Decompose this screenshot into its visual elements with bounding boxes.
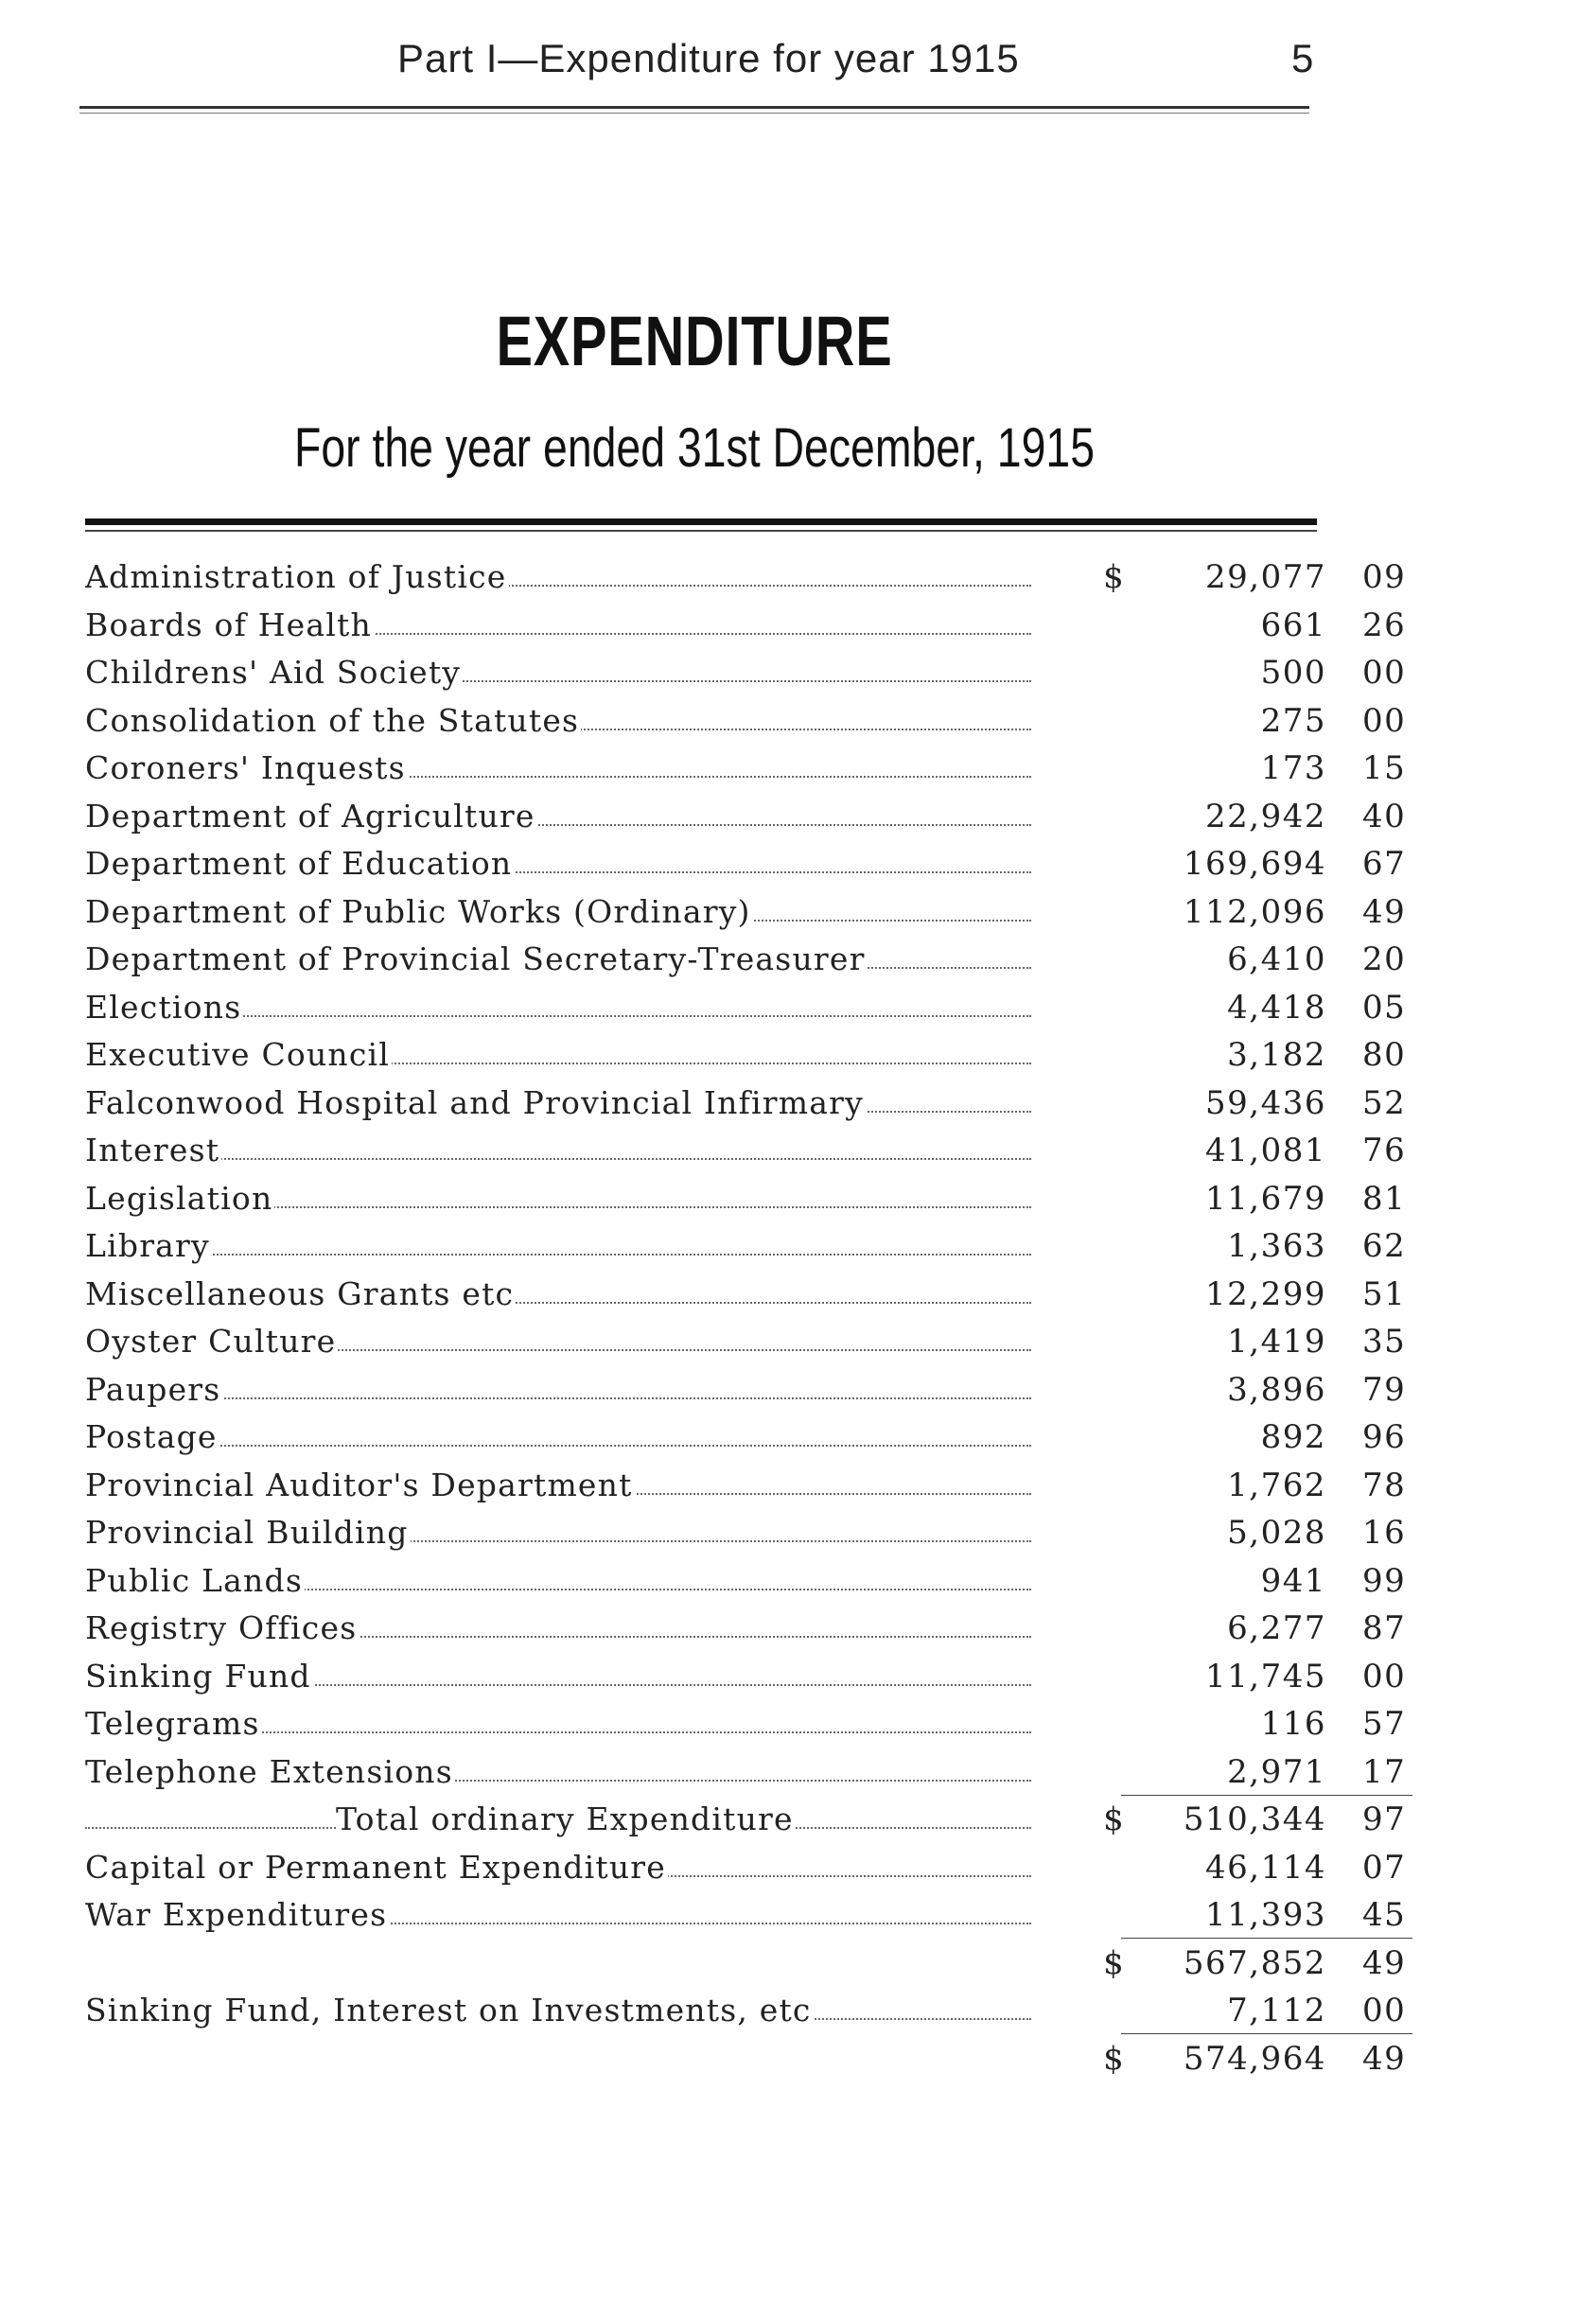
- row-label-text: Legislation: [85, 1179, 273, 1217]
- ledger-row: [85, 1032, 1407, 1080]
- ledger-row: [85, 1128, 1407, 1176]
- title-rule-thick: [85, 518, 1317, 525]
- page-subtitle: For the year ended 31st December, 1915: [293, 417, 1096, 479]
- ledger-row: [85, 1319, 1407, 1367]
- ledger-row: [85, 1988, 1407, 2036]
- row-label-text: Department of Agriculture: [85, 797, 535, 834]
- ledger-row: [85, 1510, 1407, 1558]
- subtotal-row: [85, 1941, 1407, 1989]
- amount-cents: 07: [1362, 1848, 1407, 1887]
- ledger-row: [85, 1080, 1407, 1129]
- amount-cents: 51: [1362, 1274, 1407, 1313]
- amount-cents: 49: [1362, 892, 1407, 931]
- ledger-row: [85, 1606, 1407, 1654]
- currency-symbol: $: [1103, 558, 1124, 596]
- amount-dollars: 169,694: [1183, 845, 1326, 883]
- amount-cents: 81: [1362, 1179, 1407, 1218]
- row-label-text: Capital or Permanent Expenditure: [85, 1848, 666, 1886]
- sum-rule: [1121, 1795, 1412, 1796]
- row-label: [85, 798, 1031, 834]
- dot-leader: [85, 1397, 1031, 1399]
- ledger-row: [85, 1558, 1407, 1607]
- row-label: [85, 1753, 1031, 1790]
- ledger-row: [85, 603, 1407, 651]
- amount-cents: 62: [1362, 1227, 1407, 1265]
- ledger-row: [85, 1367, 1407, 1415]
- row-label-text: Department of Provincial Secretary-Treasurer: [85, 940, 866, 977]
- amount-dollars: 1,419: [1227, 1323, 1326, 1361]
- amount-dollars: 59,436: [1205, 1083, 1326, 1122]
- amount-dollars: 574,964: [1183, 2039, 1326, 2078]
- amount-cents: 17: [1362, 1752, 1407, 1791]
- row-label: [85, 1514, 1031, 1551]
- row-label-text: Consolidation of the Statutes: [85, 701, 580, 739]
- amount-dollars: 7,112: [1227, 1992, 1326, 2029]
- amount-dollars: 4,418: [1227, 988, 1326, 1027]
- dot-leader: [85, 1158, 1031, 1160]
- ledger-row: [85, 698, 1407, 747]
- row-label: [85, 1896, 1031, 1933]
- row-label: [85, 893, 1031, 930]
- row-label: [85, 989, 1031, 1026]
- amount-cents: 35: [1362, 1323, 1407, 1361]
- row-label-text: War Expenditures: [85, 1896, 388, 1933]
- row-label-text: Library: [85, 1227, 210, 1264]
- row-label: [85, 1418, 1031, 1455]
- row-label-text: Department of Education: [85, 845, 513, 882]
- row-label: [85, 1658, 1031, 1695]
- row-label: [85, 1705, 1031, 1742]
- amount-cents: 15: [1362, 749, 1407, 787]
- ledger-row: [85, 650, 1407, 698]
- header-rule: [79, 106, 1309, 109]
- running-title: Part I—Expenditure for year 1915: [397, 36, 1020, 80]
- ledger-row: [85, 985, 1407, 1033]
- page-number: 5: [1291, 36, 1314, 80]
- expenditure-ledger: [85, 554, 1407, 2083]
- row-label: [85, 606, 1031, 643]
- row-label-text: Boards of Health: [85, 606, 372, 643]
- row-label-text: Total ordinary Expenditure: [336, 1800, 794, 1837]
- row-label: [85, 1992, 1031, 2029]
- row-label-text: Registry Offices: [85, 1609, 358, 1646]
- row-label-text: [85, 2040, 87, 2077]
- running-head: [0, 36, 1596, 93]
- amount-cents: 99: [1362, 1561, 1407, 1600]
- ledger-row: [85, 937, 1407, 985]
- amount-dollars: 1,363: [1227, 1227, 1326, 1265]
- row-label: [85, 702, 1031, 739]
- row-label: [85, 1275, 1031, 1312]
- row-label: [85, 940, 1031, 977]
- row-label-text: Sinking Fund: [85, 1657, 311, 1695]
- amount-dollars: 173: [1260, 749, 1326, 787]
- row-label-text: Provincial Building: [85, 1514, 409, 1551]
- row-label-text: Childrens' Aid Society: [85, 654, 462, 691]
- row-label-text: Coroners' Inquests: [85, 749, 406, 786]
- amount-dollars: 661: [1260, 606, 1326, 644]
- row-label-text: Interest: [85, 1132, 220, 1168]
- sum-rule: [1121, 1938, 1412, 1939]
- amount-dollars: 5,028: [1227, 1514, 1326, 1552]
- amount-dollars: 510,344: [1183, 1800, 1326, 1838]
- row-label: [85, 1227, 1031, 1264]
- amount-dollars: 3,182: [1227, 1036, 1326, 1074]
- row-label: [85, 1323, 1031, 1360]
- title-rule-thin: [85, 530, 1317, 532]
- amount-cents: 09: [1362, 558, 1407, 596]
- amount-dollars: 941: [1260, 1561, 1326, 1600]
- amount-dollars: 46,114: [1205, 1848, 1326, 1887]
- amount-dollars: 3,896: [1227, 1370, 1326, 1409]
- amount-cents: 20: [1362, 940, 1407, 978]
- amount-cents: 96: [1362, 1418, 1407, 1456]
- row-label-text: Paupers: [85, 1370, 221, 1408]
- ledger-row: [85, 746, 1407, 794]
- amount-cents: 57: [1362, 1705, 1407, 1743]
- amount-dollars: 567,852: [1183, 1943, 1326, 1982]
- amount-cents: 05: [1362, 988, 1407, 1027]
- row-label: [85, 1849, 1031, 1886]
- amount-cents: 00: [1362, 701, 1407, 740]
- currency-symbol: $: [1103, 1943, 1124, 1982]
- amount-dollars: 12,299: [1205, 1274, 1326, 1313]
- dot-leader: [85, 1254, 1031, 1256]
- row-label: [85, 2040, 1031, 2077]
- row-label-text: [85, 1944, 87, 1981]
- amount-dollars: 1,762: [1227, 1466, 1326, 1504]
- amount-dollars: 29,077: [1205, 558, 1326, 596]
- ledger-row: [85, 794, 1407, 842]
- row-label: [85, 1084, 1031, 1121]
- row-label: [85, 1180, 1031, 1217]
- amount-cents: 67: [1362, 845, 1407, 883]
- page-title: EXPENDITURE: [496, 302, 893, 380]
- row-label-text: Telegrams: [85, 1705, 260, 1742]
- ledger-row: [85, 841, 1407, 889]
- amount-dollars: 6,410: [1227, 940, 1326, 978]
- ledger-row: [85, 1176, 1407, 1224]
- amount-cents: 87: [1362, 1609, 1407, 1647]
- row-label: [85, 1371, 1031, 1408]
- amount-cents: 26: [1362, 606, 1407, 644]
- currency-symbol: $: [1103, 2039, 1124, 2078]
- amount-dollars: 2,971: [1227, 1752, 1326, 1791]
- ledger-row: [85, 1654, 1407, 1702]
- row-label-text: Department of Public Works (Ordinary): [85, 892, 751, 930]
- row-label-text: Miscellaneous Grants etc: [85, 1274, 515, 1312]
- grand-total-row: [85, 2036, 1407, 2084]
- amount-dollars: 11,679: [1205, 1179, 1326, 1218]
- amount-cents: 78: [1362, 1466, 1407, 1504]
- row-label-text: Executive Council: [85, 1036, 391, 1073]
- row-label: [85, 1562, 1031, 1599]
- amount-cents: 16: [1362, 1514, 1407, 1552]
- dot-leader: [85, 1445, 1031, 1447]
- amount-cents: 52: [1362, 1083, 1407, 1122]
- amount-dollars: 116: [1260, 1705, 1326, 1743]
- ledger-row: [85, 554, 1407, 603]
- row-label-text: Postage: [85, 1418, 218, 1455]
- amount-dollars: 500: [1260, 654, 1326, 692]
- row-label: [85, 1036, 1031, 1073]
- amount-cents: 00: [1362, 654, 1407, 692]
- row-label-text: Oyster Culture: [85, 1323, 337, 1360]
- ledger-row: [85, 1701, 1407, 1749]
- ledger-row: [85, 1414, 1407, 1463]
- ledger-row: [85, 1463, 1407, 1511]
- amount-cents: 40: [1362, 797, 1407, 835]
- row-label-text: Administration of Justice: [85, 558, 507, 595]
- amount-cents: 00: [1362, 1992, 1407, 2029]
- header-rule-thin: [79, 113, 1309, 114]
- amount-dollars: 892: [1260, 1418, 1326, 1456]
- ledger-row: [85, 889, 1407, 938]
- amount-cents: 79: [1362, 1370, 1407, 1409]
- row-label: [85, 1132, 1031, 1168]
- ledger-row: [85, 1272, 1407, 1320]
- row-label-text: Sinking Fund, Interest on Investments, etc: [85, 1992, 812, 2029]
- total-row: [85, 1797, 1407, 1845]
- amount-dollars: 6,277: [1227, 1609, 1326, 1647]
- amount-cents: 00: [1362, 1657, 1407, 1695]
- row-label: [85, 558, 1031, 595]
- amount-cents: 76: [1362, 1132, 1407, 1169]
- sum-rule: [1121, 2033, 1412, 2034]
- ledger-row: [85, 1892, 1407, 1941]
- row-label-text: Elections: [85, 988, 242, 1026]
- row-label-text: Falconwood Hospital and Provincial Infirmary: [85, 1083, 864, 1121]
- ledger-row: [85, 1223, 1407, 1272]
- row-label-text: Public Lands: [85, 1561, 303, 1599]
- amount-dollars: 11,393: [1205, 1896, 1326, 1934]
- amount-dollars: 11,745: [1205, 1657, 1326, 1695]
- amount-cents: 80: [1362, 1036, 1407, 1074]
- amount-cents: 49: [1362, 2039, 1407, 2078]
- row-label: [85, 1609, 1031, 1646]
- ledger-row: [85, 1749, 1407, 1798]
- row-label-text: Telephone Extensions: [85, 1752, 453, 1790]
- row-label: [85, 1800, 1031, 1837]
- currency-symbol: $: [1103, 1800, 1124, 1838]
- amount-cents: 45: [1362, 1896, 1407, 1934]
- amount-cents: 97: [1362, 1800, 1407, 1838]
- row-label: [85, 845, 1031, 882]
- row-label: [85, 654, 1031, 691]
- row-label: [85, 749, 1031, 786]
- ledger-row: [85, 1845, 1407, 1893]
- amount-dollars: 22,942: [1205, 797, 1326, 835]
- amount-dollars: 112,096: [1183, 892, 1326, 931]
- row-label: [85, 1944, 1031, 1981]
- row-label: [85, 1467, 1031, 1503]
- amount-dollars: 275: [1260, 701, 1326, 740]
- amount-cents: 49: [1362, 1943, 1407, 1982]
- amount-dollars: 41,081: [1205, 1132, 1326, 1169]
- row-label-text: Provincial Auditor's Department: [85, 1466, 633, 1503]
